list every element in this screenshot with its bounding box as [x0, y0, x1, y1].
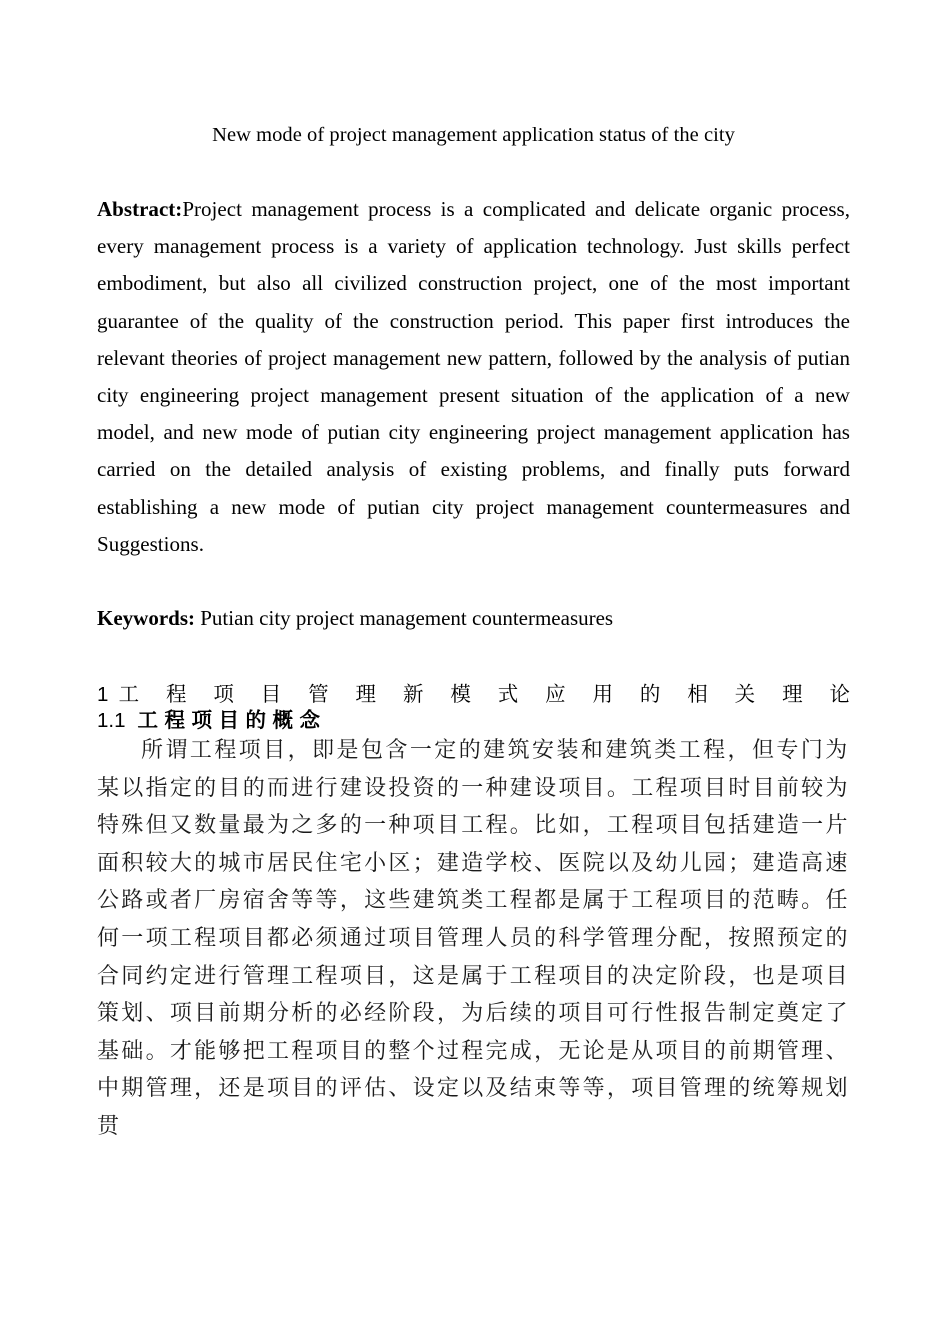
- section-heading-1-1: [97, 707, 850, 734]
- section-heading-1-1-number: 1.1: [97, 709, 126, 732]
- page-title: New mode of project management application status of the city: [212, 124, 735, 146]
- body-paragraph-1: 所 谓 工 程 项 目 ， 即 是 包 含 一 定 的 建 筑 安 装 和 建 筑 类 工 程 ， 但 专 门 为 某 以 指 定 的 目 的 而 进 行 建 设 投 资 的 一 种 建 设 项 目 。 工 程 项 目 时 目 前 较 为 特 殊 但 又 数 量 最 为 之 多 的 一 种 项 目 工 程 。 比 如 ， 工 程 项 目 包 括 建 造 一 片 面 积 较 大 的 城 市 居 民 住 宅 小 区 ； 建 造 学 校 、 医 院 以 及 幼 儿 园 ； 建 造 高 速 公 路 或 者 厂 房 宿 舍 等 等 ， 这 些 建 筑 类 工 程 都 是 属 于 工 程 项 目 的 范 畴 。 任 何 一 项 工 程 项 目 都 必 须 通 过 项 目 管 理 人 员 的 科 学 管 理 分 配 ， 按 照 预 定 的 合 同 约 定 进 行 管 理 工 程 项 目 ， 这 是 属 于 工 程 项 目 的 决 定 阶 段 ， 也 是 项 目 策 划 、 项 目 前 期 分 析 的 必 经 阶 段 ， 为 后 续 的 项 目 可 行 性 报 告 制 定 奠 定 了 基 础 。 才 能 够 把 工 程 项 目 的 整 个 过 程 完 成 ， 无 论 是 从 项 目 的 前 期 管 理 、 中 期 管 理 ， 还 是 项 目 的 评 估 、 设 定 以 及 结 束 等 等 ， 项 目 管 理 的 统 筹 规 划 贯: [97, 738, 848, 1139]
- abstract-label: Abstract:: [97, 197, 183, 221]
- keywords-body-text: Putian city project management countermeasures: [195, 606, 614, 630]
- abstract-paragraph: [97, 191, 850, 563]
- section-heading-1-1-text: 工程项目的概念: [137, 708, 327, 732]
- section-heading-1-text: 工 程 项 目 管 理 新 模 式 应 用 的 相 关 理 论: [108, 682, 850, 706]
- abstract-body-text: Project management process is a complicated and delicate organic process, every management process is a variety of application technology. Just skills perfect embodiment, but also all civilized construction project, one of the most important guarantee of the quality of the construction period. This paper first introduces the relevant theories of project management new pattern, followed by the analysis of putian city engineering project management present situation of the application of a new model, and new mode of putian city engineering project management application has carried on the detailed analysis of existing problems, and finally puts forward establishing a new mode of putian city project management countermeasures and Suggestions.: [97, 197, 850, 556]
- keywords-label: Keywords:: [97, 606, 195, 630]
- keywords-paragraph: [97, 602, 850, 634]
- section-heading-1-number: 1: [97, 683, 109, 706]
- section-heading-1: [97, 681, 850, 708]
